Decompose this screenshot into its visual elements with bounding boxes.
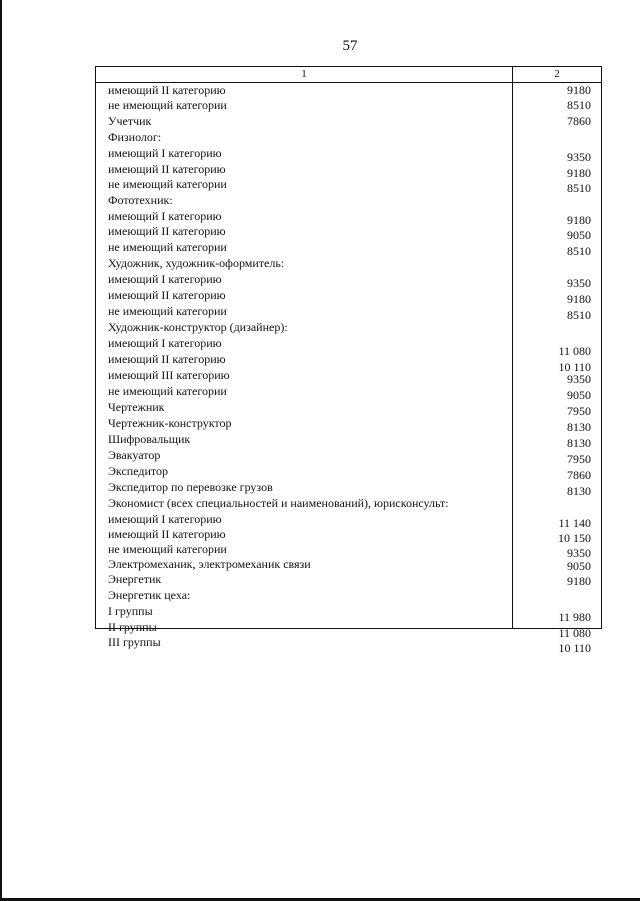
page-number: 57 xyxy=(342,38,358,54)
table-row xyxy=(96,496,601,511)
table-row xyxy=(96,512,601,530)
column-header-1: 1 xyxy=(96,67,513,82)
row-value: 8130 xyxy=(567,436,591,450)
row-value: 9180 xyxy=(567,166,591,180)
table-row xyxy=(96,83,601,98)
table-row xyxy=(96,448,601,466)
row-label: II группы xyxy=(108,620,157,634)
scan-border-left xyxy=(0,0,2,901)
row-value: 7860 xyxy=(567,114,591,128)
row-label: не имеющий категории xyxy=(108,384,227,398)
row-label: Художник-конструктор (дизайнер): xyxy=(108,320,288,334)
row-label: Энергетик цеха: xyxy=(108,588,191,602)
row-label: Электромеханик, электромеханик связи xyxy=(108,557,311,571)
row-value: 8510 xyxy=(567,244,591,258)
row-label: имеющий I категорию xyxy=(108,272,222,286)
row-value: 10 110 xyxy=(558,641,591,655)
table-row xyxy=(96,146,601,164)
row-label: имеющий II категорию xyxy=(108,83,226,97)
row-value: 11 080 xyxy=(558,344,591,358)
row-label: имеющий II категорию xyxy=(108,224,226,238)
row-label: имеющий II категорию xyxy=(108,288,226,302)
table-row xyxy=(96,604,601,624)
row-label: не имеющий категории xyxy=(108,304,227,318)
row-label: имеющий II категорию xyxy=(108,352,226,366)
row-label: имеющий II категорию xyxy=(108,527,226,541)
table-row xyxy=(96,572,601,587)
table-row xyxy=(96,400,601,418)
row-value: 8130 xyxy=(567,420,591,434)
row-label: Эвакуатор xyxy=(108,448,161,462)
row-label: не имеющий категории xyxy=(108,542,227,556)
row-label: Учетчик xyxy=(108,114,152,128)
table-row xyxy=(96,98,601,113)
row-label: Чертежник-конструктор xyxy=(108,416,232,430)
table-row xyxy=(96,288,601,306)
row-value: 11 080 xyxy=(558,626,591,640)
table-row xyxy=(96,368,601,386)
row-value: 9180 xyxy=(567,213,591,227)
row-value: 7950 xyxy=(567,404,591,418)
table-row xyxy=(96,527,601,545)
table-row xyxy=(96,256,601,271)
table-row xyxy=(96,114,601,129)
row-label: имеющий III категорию xyxy=(108,368,230,382)
row-label: Физиолог: xyxy=(108,130,162,144)
row-value: 8130 xyxy=(567,484,591,498)
table-row xyxy=(96,352,601,374)
table-row xyxy=(96,320,601,335)
table-row xyxy=(96,384,601,402)
row-label: Энергетик xyxy=(108,572,162,586)
table-row xyxy=(96,620,601,640)
row-value: 9180 xyxy=(567,83,591,97)
table-row xyxy=(96,177,601,195)
row-value: 8510 xyxy=(567,308,591,322)
row-label: имеющий I категорию xyxy=(108,209,222,223)
table-row xyxy=(96,130,601,145)
row-value: 8510 xyxy=(567,181,591,195)
row-value: 11 140 xyxy=(558,516,591,530)
row-value: 8510 xyxy=(567,98,591,112)
table-row xyxy=(96,224,601,242)
table-row xyxy=(96,416,601,434)
row-value: 7860 xyxy=(567,468,591,482)
table-row xyxy=(96,432,601,450)
table-row xyxy=(96,464,601,482)
table-row xyxy=(96,542,601,560)
column-header-2: 2 xyxy=(554,68,560,80)
row-value: 9180 xyxy=(567,574,591,588)
table-row xyxy=(96,480,601,498)
row-label: Чертежник xyxy=(108,400,165,414)
table-row xyxy=(96,304,601,322)
row-label: не имеющий категории xyxy=(108,240,227,254)
row-value: 9350 xyxy=(567,546,591,560)
row-label: Художник, художник-оформитель: xyxy=(108,256,285,270)
row-label: Экспедитор xyxy=(108,464,168,478)
row-label: не имеющий категории xyxy=(108,98,227,112)
row-label: имеющий II категорию xyxy=(108,162,226,176)
row-value: 9050 xyxy=(567,388,591,402)
table-row xyxy=(96,162,601,180)
table-row xyxy=(96,240,601,258)
row-label: Шифровальщик xyxy=(108,432,191,446)
row-label: Экономист (всех специальностей и наименований), юрисконсульт: xyxy=(108,496,449,510)
row-value: 9050 xyxy=(567,228,591,242)
row-value: 9350 xyxy=(567,276,591,290)
row-value: 11 980 xyxy=(558,610,591,624)
table-row xyxy=(96,336,601,358)
table-row xyxy=(96,272,601,290)
row-value: 9350 xyxy=(567,150,591,164)
row-value: 9050 xyxy=(567,559,591,573)
row-label: имеющий I категорию xyxy=(108,146,222,160)
row-value: 10 150 xyxy=(558,531,591,545)
table-row xyxy=(96,209,601,227)
row-label: Фототехник: xyxy=(108,193,173,207)
row-value: 10 110 xyxy=(558,360,591,374)
table-row xyxy=(96,557,601,572)
row-label: III группы xyxy=(108,635,161,649)
table-row xyxy=(96,193,601,208)
table-body xyxy=(96,83,601,655)
row-label: имеющий I категорию xyxy=(108,336,222,350)
row-label: имеющий I категорию xyxy=(108,512,222,526)
row-value: 9350 xyxy=(567,372,591,386)
row-value: 7950 xyxy=(567,452,591,466)
table-header xyxy=(96,67,601,83)
table-row xyxy=(96,588,601,603)
salary-table xyxy=(95,66,602,655)
row-label: Экспедитор по перевозке грузов xyxy=(108,480,273,494)
row-value: 9180 xyxy=(567,292,591,306)
row-label: I группы xyxy=(108,604,153,618)
row-label: не имеющий категории xyxy=(108,177,227,191)
table-row xyxy=(96,635,601,655)
